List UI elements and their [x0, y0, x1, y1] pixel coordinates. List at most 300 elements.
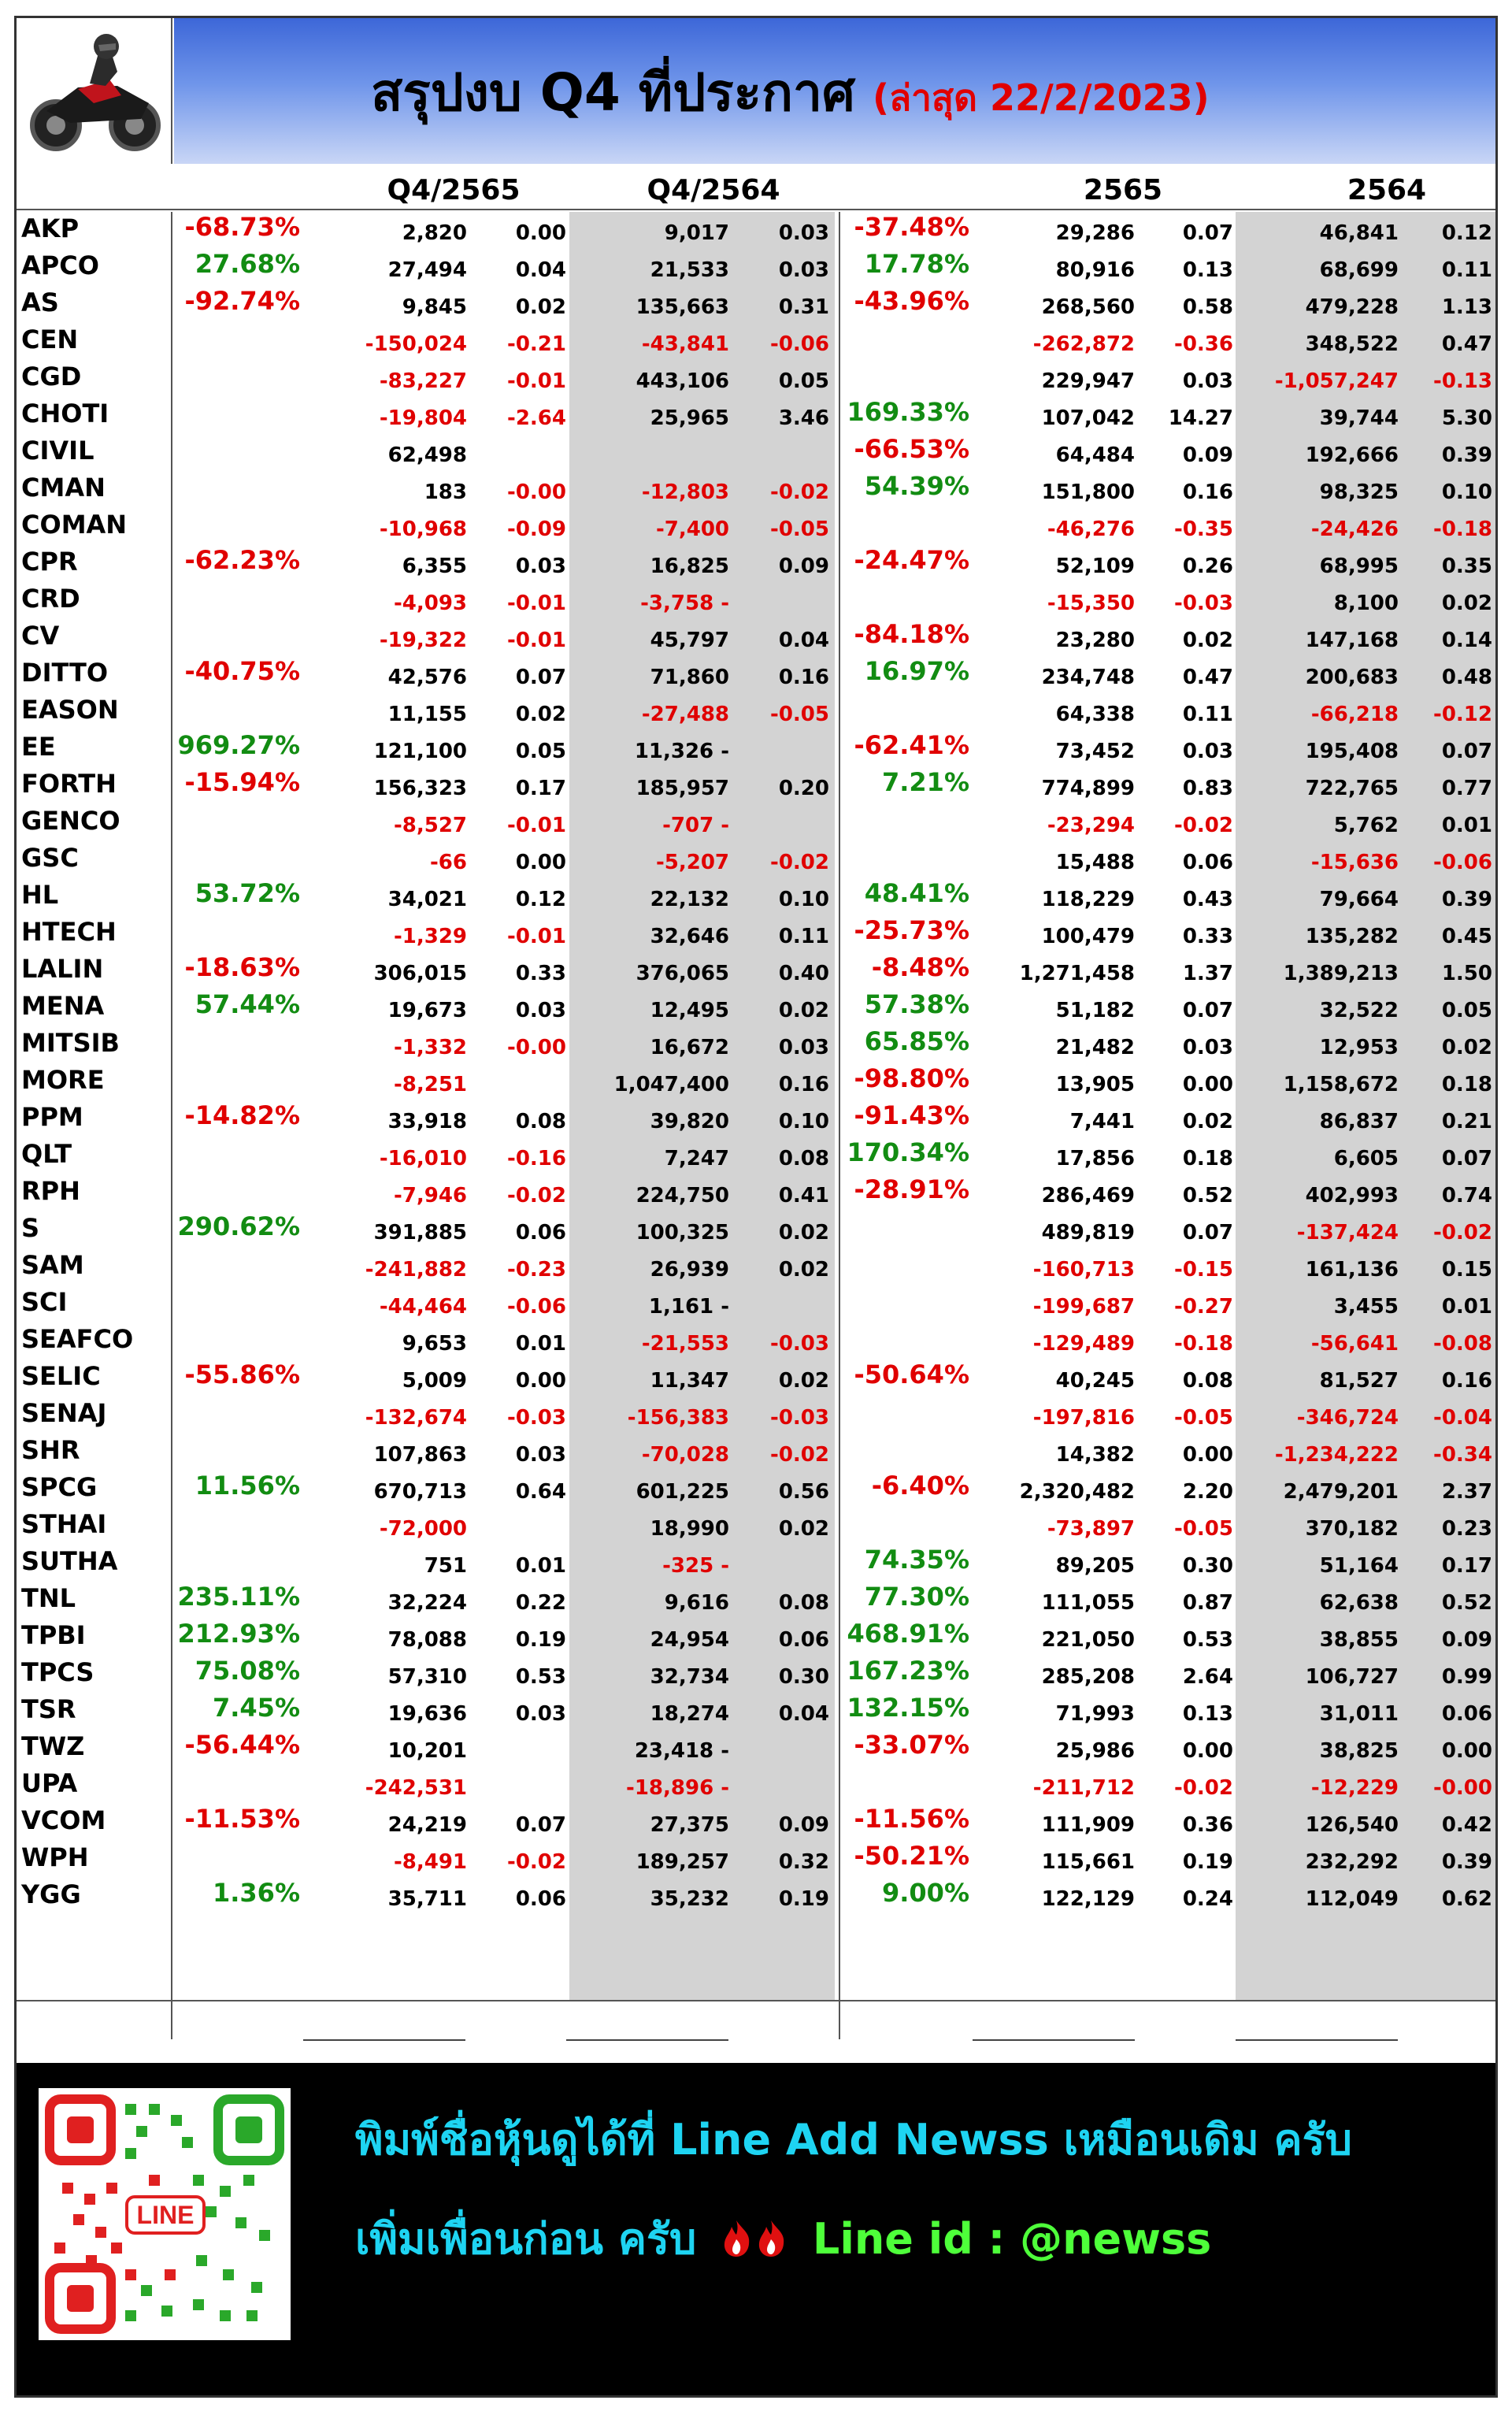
value-cell: 23,280 — [1055, 629, 1135, 652]
value-cell: -241,882 — [365, 1258, 467, 1282]
value-cell: 0.06 — [515, 1221, 566, 1245]
table-row — [17, 1026, 1495, 1063]
value-cell: 0.53 — [1182, 1628, 1233, 1652]
value-cell: -0.00 — [1433, 1776, 1492, 1800]
value-cell: -8,251 — [393, 1073, 467, 1096]
value-cell: 0.31 — [778, 295, 829, 319]
value-cell: 3,455 — [1333, 1295, 1399, 1319]
value-cell: 34,021 — [387, 888, 467, 911]
value-cell: 78,088 — [387, 1628, 467, 1652]
value-cell: -66,218 — [1310, 703, 1399, 726]
ticker-cell: SUTHA — [21, 1546, 118, 1576]
ticker-cell: CMAN — [21, 473, 106, 503]
value-cell: 0.07 — [1441, 1147, 1492, 1170]
table-row — [17, 471, 1495, 508]
table-row — [17, 545, 1495, 582]
value-cell: -0.06 — [770, 332, 829, 356]
value-cell: 2.64 — [1182, 1665, 1233, 1689]
value-cell: -0.18 — [1174, 1332, 1233, 1356]
footer-line-2 — [355, 2205, 1211, 2272]
ticker-cell: WPH — [21, 1842, 89, 1872]
value-cell: 7,247 — [664, 1147, 729, 1170]
value-cell: 0.35 — [1441, 555, 1492, 578]
value-cell: 0.56 — [778, 1480, 829, 1504]
table-row — [17, 767, 1495, 804]
value-cell: 0.53 — [515, 1665, 566, 1689]
ticker-cell: CV — [21, 621, 60, 651]
ticker-cell: COMAN — [21, 510, 128, 540]
footer-text-1c: เหมือนเดิม ครับ — [1063, 2115, 1352, 2165]
growth-cell: -43.96% — [854, 286, 969, 316]
value-cell: 1,047,400 — [613, 1073, 729, 1096]
value-cell: 306,015 — [373, 962, 467, 985]
value-cell: 42,576 — [387, 666, 467, 689]
ticker-cell: GENCO — [21, 806, 120, 836]
value-cell: -0.03 — [507, 1406, 566, 1430]
value-cell: 12,953 — [1319, 1036, 1399, 1059]
value-cell: 11,155 — [387, 703, 467, 726]
value-cell: -0.35 — [1174, 518, 1233, 541]
growth-cell: -25.73% — [854, 915, 969, 945]
qr-graphic — [39, 2088, 291, 2340]
growth-cell: 969.27% — [177, 730, 300, 760]
value-cell: -7,946 — [393, 1184, 467, 1208]
value-cell: 0.06 — [515, 1887, 566, 1911]
table-row — [17, 989, 1495, 1026]
table-row — [17, 1248, 1495, 1285]
value-cell: 0.99 — [1441, 1665, 1492, 1689]
divider-ticker-bottom — [171, 2001, 172, 2039]
value-cell: -0.06 — [1433, 851, 1492, 874]
table-row — [17, 1471, 1495, 1508]
value-cell: -1,234,222 — [1274, 1443, 1399, 1467]
value-cell: 0.07 — [1441, 740, 1492, 763]
page-title — [371, 51, 1210, 134]
value-cell: -15,350 — [1047, 592, 1135, 615]
ticker-cell: HL — [21, 880, 59, 910]
growth-cell: -56.44% — [184, 1730, 300, 1760]
value-cell: 0.12 — [1441, 221, 1492, 245]
value-cell: 195,408 — [1305, 740, 1399, 763]
ticker-cell: SENAJ — [21, 1398, 107, 1428]
ticker-cell: MITSIB — [21, 1028, 120, 1058]
table-row — [17, 1582, 1495, 1619]
value-cell: -0.02 — [1174, 814, 1233, 837]
value-cell: 0.07 — [1182, 1221, 1233, 1245]
value-cell: -1,057,247 — [1274, 369, 1399, 393]
value-cell: -43,841 — [641, 332, 729, 356]
value-cell: 0.77 — [1441, 777, 1492, 800]
growth-cell: 48.41% — [864, 878, 969, 908]
value-cell: 183 — [424, 480, 467, 504]
value-cell: 0.02 — [778, 1369, 829, 1393]
value-cell: 15,488 — [1055, 851, 1135, 874]
value-cell: 9,616 — [664, 1591, 729, 1615]
table-row — [17, 1322, 1495, 1360]
value-cell: -5,207 — [655, 851, 729, 874]
value-cell: 22,132 — [650, 888, 729, 911]
value-cell: -0.18 — [1433, 518, 1492, 541]
value-cell: 0.01 — [1441, 814, 1492, 837]
value-cell: 6,355 — [402, 555, 467, 578]
value-cell: -0.02 — [770, 480, 829, 504]
value-cell: 38,855 — [1319, 1628, 1399, 1652]
growth-cell: -98.80% — [854, 1063, 969, 1093]
value-cell: 1,158,672 — [1283, 1073, 1399, 1096]
value-cell: 51,182 — [1055, 999, 1135, 1022]
ticker-cell: EASON — [21, 695, 119, 725]
value-cell: 45,797 — [650, 629, 729, 652]
table-row — [17, 397, 1495, 434]
growth-cell: -50.21% — [854, 1841, 969, 1871]
divider-quarter-year-bottom — [839, 2001, 840, 2039]
footer-text-1b[interactable]: Line Add Newss — [670, 2115, 1049, 2165]
value-cell: -0.08 — [1433, 1332, 1492, 1356]
value-cell: 135,282 — [1305, 925, 1399, 948]
value-cell: -12,229 — [1310, 1776, 1399, 1800]
growth-cell: -18.63% — [184, 952, 300, 982]
value-cell: 0.23 — [1441, 1517, 1492, 1541]
value-cell: 107,863 — [373, 1443, 467, 1467]
value-cell: 224,750 — [636, 1184, 729, 1208]
value-cell: 10,201 — [387, 1739, 467, 1763]
value-cell: 0.47 — [1441, 332, 1492, 356]
value-cell: 751 — [424, 1554, 467, 1578]
value-cell: 38,825 — [1319, 1739, 1399, 1763]
value-cell: 722,765 — [1305, 777, 1399, 800]
value-cell: -18,896 - — [626, 1776, 729, 1800]
value-cell: 670,713 — [373, 1480, 467, 1504]
ticker-cell: SEAFCO — [21, 1324, 134, 1354]
table-row — [17, 915, 1495, 952]
value-cell: 221,050 — [1041, 1628, 1135, 1652]
value-cell: 106,727 — [1305, 1665, 1399, 1689]
value-cell: 0.09 — [778, 555, 829, 578]
table-row — [17, 1804, 1495, 1841]
value-cell: 0.09 — [1441, 1628, 1492, 1652]
ticker-cell: LALIN — [21, 954, 104, 984]
value-cell: 156,323 — [373, 777, 467, 800]
value-cell: 5.30 — [1441, 406, 1492, 430]
value-cell: 0.62 — [1441, 1887, 1492, 1911]
value-cell: 0.43 — [1182, 888, 1233, 911]
value-cell: 0.16 — [1182, 480, 1233, 504]
value-cell: 489,819 — [1041, 1221, 1135, 1245]
value-cell: 89,205 — [1055, 1554, 1135, 1578]
underline-1 — [303, 2039, 465, 2041]
value-cell: 0.14 — [1441, 629, 1492, 652]
summary-table-frame — [14, 16, 1498, 2398]
value-cell: 122,129 — [1041, 1887, 1135, 1911]
table-row — [17, 1878, 1495, 1915]
value-cell: 0.11 — [1182, 703, 1233, 726]
growth-cell: -6.40% — [871, 1471, 969, 1501]
value-cell: 39,820 — [650, 1110, 729, 1133]
value-cell: -0.12 — [1433, 703, 1492, 726]
table-row — [17, 582, 1495, 619]
footer-line-id[interactable]: Line id : @newss — [812, 2214, 1212, 2264]
column-header-row — [17, 166, 1495, 210]
value-cell: 0.32 — [778, 1850, 829, 1874]
value-cell: 0.07 — [1182, 999, 1233, 1022]
growth-cell: -62.23% — [184, 545, 300, 575]
value-cell: -0.02 — [1174, 1776, 1233, 1800]
value-cell: -211,712 — [1032, 1776, 1135, 1800]
ticker-cell: VCOM — [21, 1805, 106, 1835]
value-cell: -0.00 — [507, 480, 566, 504]
value-cell: -0.00 — [507, 1036, 566, 1059]
value-cell: 81,527 — [1319, 1369, 1399, 1393]
value-cell: 0.02 — [778, 1258, 829, 1282]
value-cell: 0.10 — [778, 888, 829, 911]
value-cell: 189,257 — [636, 1850, 729, 1874]
growth-cell: 57.44% — [195, 989, 300, 1019]
value-cell: 0.21 — [1441, 1110, 1492, 1133]
value-cell: 0.05 — [778, 369, 829, 393]
value-cell: 9,653 — [402, 1332, 467, 1356]
value-cell: 6,605 — [1333, 1147, 1399, 1170]
value-cell: 31,011 — [1319, 1702, 1399, 1726]
value-cell: 0.01 — [1441, 1295, 1492, 1319]
value-cell: 0.04 — [515, 258, 566, 282]
value-cell: 0.00 — [515, 851, 566, 874]
growth-cell: 65.85% — [864, 1026, 969, 1056]
value-cell: -0.34 — [1433, 1443, 1492, 1467]
table-row — [17, 1434, 1495, 1471]
value-cell: 0.41 — [778, 1184, 829, 1208]
value-cell: -73,897 — [1047, 1517, 1135, 1541]
table-row — [17, 1693, 1495, 1730]
value-cell: 25,965 — [650, 406, 729, 430]
table-row — [17, 1730, 1495, 1767]
table-row — [17, 1841, 1495, 1878]
ticker-cell: SHR — [21, 1435, 80, 1465]
table-row — [17, 656, 1495, 693]
ticker-cell: SCI — [21, 1287, 68, 1317]
value-cell: 0.08 — [778, 1591, 829, 1615]
value-cell: -0.05 — [1174, 1406, 1233, 1430]
value-cell: -8,491 — [393, 1850, 467, 1874]
value-cell: -23,294 — [1047, 814, 1135, 837]
value-cell: 0.07 — [1182, 221, 1233, 245]
value-cell: 32,646 — [650, 925, 729, 948]
value-cell: 285,208 — [1041, 1665, 1135, 1689]
value-cell: 0.13 — [1182, 258, 1233, 282]
table-row — [17, 1397, 1495, 1434]
value-cell: 5,009 — [402, 1369, 467, 1393]
value-cell: 0.13 — [1182, 1702, 1233, 1726]
growth-cell: -11.53% — [184, 1804, 300, 1834]
value-cell: -15,636 — [1310, 851, 1399, 874]
value-cell: 0.02 — [778, 999, 829, 1022]
value-cell: -0.27 — [1174, 1295, 1233, 1319]
table-row — [17, 1767, 1495, 1804]
value-cell: 1,271,458 — [1019, 962, 1135, 985]
value-cell: 0.16 — [778, 1073, 829, 1096]
value-cell: -8,527 — [393, 814, 467, 837]
value-cell: 2,479,201 — [1283, 1480, 1399, 1504]
growth-cell: -68.73% — [184, 212, 300, 242]
value-cell: 0.10 — [778, 1110, 829, 1133]
value-cell: 57,310 — [387, 1665, 467, 1689]
value-cell: 0.52 — [1441, 1591, 1492, 1615]
value-cell: 112,049 — [1305, 1887, 1399, 1911]
value-cell: 0.22 — [515, 1591, 566, 1615]
growth-cell: 74.35% — [864, 1545, 969, 1575]
table-row — [17, 1508, 1495, 1545]
value-cell: 39,744 — [1319, 406, 1399, 430]
growth-cell: 77.30% — [864, 1582, 969, 1612]
value-cell: 0.10 — [1441, 480, 1492, 504]
table-row — [17, 1285, 1495, 1322]
value-cell: -56,641 — [1310, 1332, 1399, 1356]
value-cell: -0.01 — [507, 629, 566, 652]
value-cell: 0.64 — [515, 1480, 566, 1504]
underline-4 — [1236, 2039, 1398, 2041]
value-cell: 0.24 — [1182, 1887, 1233, 1911]
value-cell: 0.20 — [778, 777, 829, 800]
value-cell: 115,661 — [1041, 1850, 1135, 1874]
value-cell: -0.02 — [770, 1443, 829, 1467]
footer-text-1a: พิมพ์ชื่อหุ้นดูได้ที่ — [355, 2115, 656, 2165]
table-row — [17, 434, 1495, 471]
value-cell: 0.48 — [1441, 666, 1492, 689]
table-row — [17, 952, 1495, 989]
growth-cell: 212.93% — [177, 1619, 300, 1649]
value-cell: 1.13 — [1441, 295, 1492, 319]
title-date: (ล่าสุด 22/2/2023) — [872, 76, 1210, 119]
value-cell: -0.03 — [770, 1406, 829, 1430]
value-cell: 2.20 — [1182, 1480, 1233, 1504]
value-cell: 0.06 — [778, 1628, 829, 1652]
ticker-cell: TNL — [21, 1583, 76, 1613]
value-cell: 0.02 — [515, 703, 566, 726]
ticker-cell: CIVIL — [21, 436, 94, 466]
growth-cell: -92.74% — [184, 286, 300, 316]
value-cell: -0.01 — [507, 592, 566, 615]
value-cell: 0.03 — [1182, 369, 1233, 393]
header — [17, 18, 1495, 164]
value-cell: 0.03 — [515, 1702, 566, 1726]
value-cell: -346,724 — [1296, 1406, 1399, 1430]
value-cell: -27,488 — [641, 703, 729, 726]
value-cell: -0.15 — [1174, 1258, 1233, 1282]
value-cell: 0.39 — [1441, 1850, 1492, 1874]
value-cell: 0.02 — [1182, 1110, 1233, 1133]
footer-banner — [17, 2063, 1495, 2395]
value-cell: 0.19 — [515, 1628, 566, 1652]
table-row — [17, 1545, 1495, 1582]
table-row — [17, 693, 1495, 730]
growth-cell: -14.82% — [184, 1100, 300, 1130]
value-cell: 27,494 — [387, 258, 467, 282]
value-cell: 1.50 — [1441, 962, 1492, 985]
ticker-cell: TSR — [21, 1694, 76, 1724]
value-cell: -46,276 — [1047, 518, 1135, 541]
ticker-cell: HTECH — [21, 917, 117, 947]
value-cell: -0.21 — [507, 332, 566, 356]
table-row — [17, 1619, 1495, 1656]
value-cell: -0.02 — [507, 1184, 566, 1208]
value-cell: 0.08 — [778, 1147, 829, 1170]
growth-cell: 53.72% — [195, 878, 300, 908]
value-cell: -0.02 — [507, 1850, 566, 1874]
value-cell: -0.13 — [1433, 369, 1492, 393]
value-cell: 0.03 — [515, 999, 566, 1022]
ticker-cell: DITTO — [21, 658, 109, 688]
value-cell: 0.33 — [515, 962, 566, 985]
ticker-cell: FORTH — [21, 769, 117, 799]
table-row — [17, 1211, 1495, 1248]
value-cell: -10,968 — [379, 518, 467, 541]
growth-cell: -62.41% — [854, 730, 969, 760]
growth-cell: 16.97% — [864, 656, 969, 686]
value-cell: 0.09 — [778, 1813, 829, 1837]
value-cell: -24,426 — [1310, 518, 1399, 541]
col-q4-2565: Q4/2565 — [387, 174, 521, 206]
value-cell: 0.12 — [515, 888, 566, 911]
value-cell: -199,687 — [1032, 1295, 1135, 1319]
growth-cell: 54.39% — [864, 471, 969, 501]
ticker-cell: TPCS — [21, 1657, 94, 1687]
value-cell: 111,055 — [1041, 1591, 1135, 1615]
value-cell: 147,168 — [1305, 629, 1399, 652]
ticker-cell: PPM — [21, 1102, 83, 1132]
table-row — [17, 878, 1495, 915]
value-cell: 0.47 — [1182, 666, 1233, 689]
value-cell: -0.01 — [507, 925, 566, 948]
value-cell: 32,522 — [1319, 999, 1399, 1022]
value-cell: 35,232 — [650, 1887, 729, 1911]
ticker-cell: AS — [21, 288, 59, 317]
ticker-cell: S — [21, 1213, 40, 1243]
value-cell: 0.11 — [1441, 258, 1492, 282]
value-cell: 14,382 — [1055, 1443, 1135, 1467]
value-cell: -12,803 — [641, 480, 729, 504]
value-cell: 5,762 — [1333, 814, 1399, 837]
ticker-cell: TWZ — [21, 1731, 85, 1761]
value-cell: 161,136 — [1305, 1258, 1399, 1282]
value-cell: 376,065 — [636, 962, 729, 985]
ticker-cell: UPA — [21, 1768, 78, 1798]
value-cell: 0.45 — [1441, 925, 1492, 948]
value-cell: -66 — [430, 851, 467, 874]
value-cell: 13,905 — [1055, 1073, 1135, 1096]
value-cell: 27,375 — [650, 1813, 729, 1837]
value-cell: 68,995 — [1319, 555, 1399, 578]
value-cell: 0.06 — [1441, 1702, 1492, 1726]
value-cell: -0.23 — [507, 1258, 566, 1282]
value-cell: 0.03 — [778, 258, 829, 282]
value-cell: 0.03 — [1182, 1036, 1233, 1059]
value-cell: 100,479 — [1041, 925, 1135, 948]
table-row — [17, 360, 1495, 397]
growth-cell: -40.75% — [184, 656, 300, 686]
value-cell: 0.18 — [1441, 1073, 1492, 1096]
value-cell: 62,638 — [1319, 1591, 1399, 1615]
value-cell: 19,636 — [387, 1702, 467, 1726]
growth-cell: 235.11% — [177, 1582, 300, 1612]
value-cell: 232,292 — [1305, 1850, 1399, 1874]
value-cell: -19,804 — [379, 406, 467, 430]
value-cell: 64,484 — [1055, 443, 1135, 467]
value-cell: -72,000 — [379, 1517, 467, 1541]
ticker-cell: QLT — [21, 1139, 72, 1169]
line-qr-code-icon[interactable] — [39, 2088, 291, 2340]
value-cell: 0.83 — [1182, 777, 1233, 800]
growth-cell: 7.21% — [881, 767, 969, 797]
value-cell: 24,219 — [387, 1813, 467, 1837]
